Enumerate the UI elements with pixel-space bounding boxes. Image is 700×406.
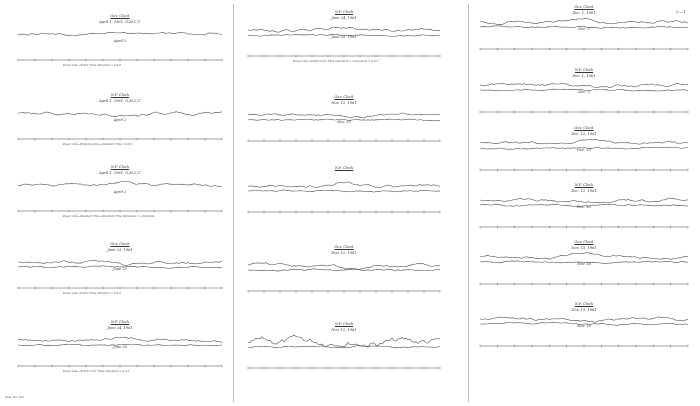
- panel-observer-label: N.P. Clock: [110, 320, 130, 324]
- trace-line: [480, 84, 688, 88]
- panel-mid-label: Dec. 13: [577, 205, 591, 209]
- panel-mid-label: Nov. 16: [577, 262, 591, 266]
- panel-date-label: April 1, 1961. G.M.C.T.: [99, 20, 141, 24]
- trace-line: [480, 139, 688, 144]
- panel-date-label: Nov. 12, 1961: [331, 101, 357, 105]
- trace-line: [18, 32, 222, 36]
- trace-line: [18, 337, 222, 342]
- panel-date-label: June 23, 1961: [107, 248, 133, 252]
- panel-caption: Power Line—H.W.V. G.S.T. Time indication = corrections = G.S.T.: [293, 60, 379, 63]
- panel-mid-label: Nov. 13: [337, 120, 351, 124]
- panel-observer-label: Gov. Clock: [334, 245, 354, 249]
- panel-date-label: Nov. 12, 1961: [331, 328, 357, 332]
- panel-observer-label: N.P. Clock: [110, 93, 130, 97]
- panel-observer-label: N.P. Clock: [334, 10, 354, 14]
- panel-observer-label: N.P. Clock: [574, 302, 594, 306]
- trace-line: [248, 27, 440, 32]
- panel-date-label: June 24, 1961: [107, 326, 133, 330]
- panel-observer-label: Gov. Clock: [574, 5, 594, 9]
- trace-line: [248, 182, 440, 188]
- trace-line: [480, 198, 688, 203]
- trace-line: [248, 335, 440, 347]
- trace-line: [480, 317, 688, 322]
- panel-date-label: Nov. 15, 1961: [571, 246, 597, 250]
- footnote: Mem. B.S. 1961: [5, 396, 25, 399]
- panel-mid-label: June 23: [113, 267, 127, 271]
- trace-line-secondary: [248, 269, 440, 271]
- panel-caption: Power Line—Reference line—Standard Time = G.S.T.: [63, 143, 133, 146]
- sheet-number: C—1: [676, 9, 686, 14]
- panel-mid-label: Dec. 13: [577, 148, 591, 152]
- panel-mid-label: Dec. 2: [578, 90, 590, 94]
- panel-observer-label: Gov. Clock: [574, 240, 594, 244]
- panel-date-label: June 24, 1961: [331, 16, 357, 20]
- trace-line: [248, 113, 440, 118]
- panel-observer-label: Gov. Clock: [110, 242, 130, 246]
- trace-line: [18, 112, 222, 117]
- panel-observer-label: N.P. Clock: [110, 165, 130, 169]
- panel-date-label: Dec. 12, 1961: [571, 132, 597, 136]
- panel-observer-label: N.P. Clock: [574, 68, 594, 72]
- panel-caption: Power Line—H.W.V. Time indication = G.S.T.: [63, 64, 122, 67]
- panel-mid-label: June 25: [113, 345, 127, 349]
- panel-date-label: Nov. 12, 1961: [331, 251, 357, 255]
- panel-caption: Power Line—Standard Time—Standard Time indication = corrections: [63, 215, 155, 218]
- panel-date-label: Dec. 1, 1961: [572, 11, 596, 15]
- panel-mid-label: Dec. 2: [578, 27, 590, 31]
- panel-date-label: April 1, 1961. G.M.C.T.: [99, 171, 141, 175]
- trace-line: [248, 263, 440, 270]
- panel-observer-label: N.P. Clock: [574, 183, 594, 187]
- panel-mid-label: Nov. 16: [577, 324, 591, 328]
- panel-date-label: Dec. 1, 1961: [572, 74, 596, 78]
- panel-date-label: Nov. 15, 1961: [571, 308, 597, 312]
- panel-date-label: Dec. 12, 1961: [571, 189, 597, 193]
- panel-date-label: April 1, 1961. G.M.C.T.: [99, 99, 141, 103]
- panel-observer-label: N.P. Clock: [334, 166, 354, 170]
- trace-line: [480, 253, 688, 260]
- panel-observer-label: Gov. Clock: [334, 95, 354, 99]
- trace-line: [18, 261, 222, 267]
- trace-line-secondary: [248, 190, 440, 192]
- panel-observer-label: Gov. Clock: [574, 126, 594, 130]
- panel-mid-label: June 25, 1961: [331, 35, 357, 39]
- panel-caption: Power Line—H.W.V. Time indication = G.S.T.: [63, 292, 122, 295]
- panel-mid-label: April 2: [113, 118, 127, 122]
- panel-observer-label: N.P. Clock: [334, 322, 354, 326]
- panel-mid-label: April 2: [113, 39, 127, 43]
- panel-mid-label: April 2: [113, 190, 127, 194]
- trace-line: [18, 181, 222, 187]
- panel-observer-label: Gov. Clock: [110, 14, 130, 18]
- panel-caption: Power Line—H.W.V. G.S.T. Time indication = G.S.T.: [63, 370, 130, 373]
- trace-line: [480, 18, 688, 25]
